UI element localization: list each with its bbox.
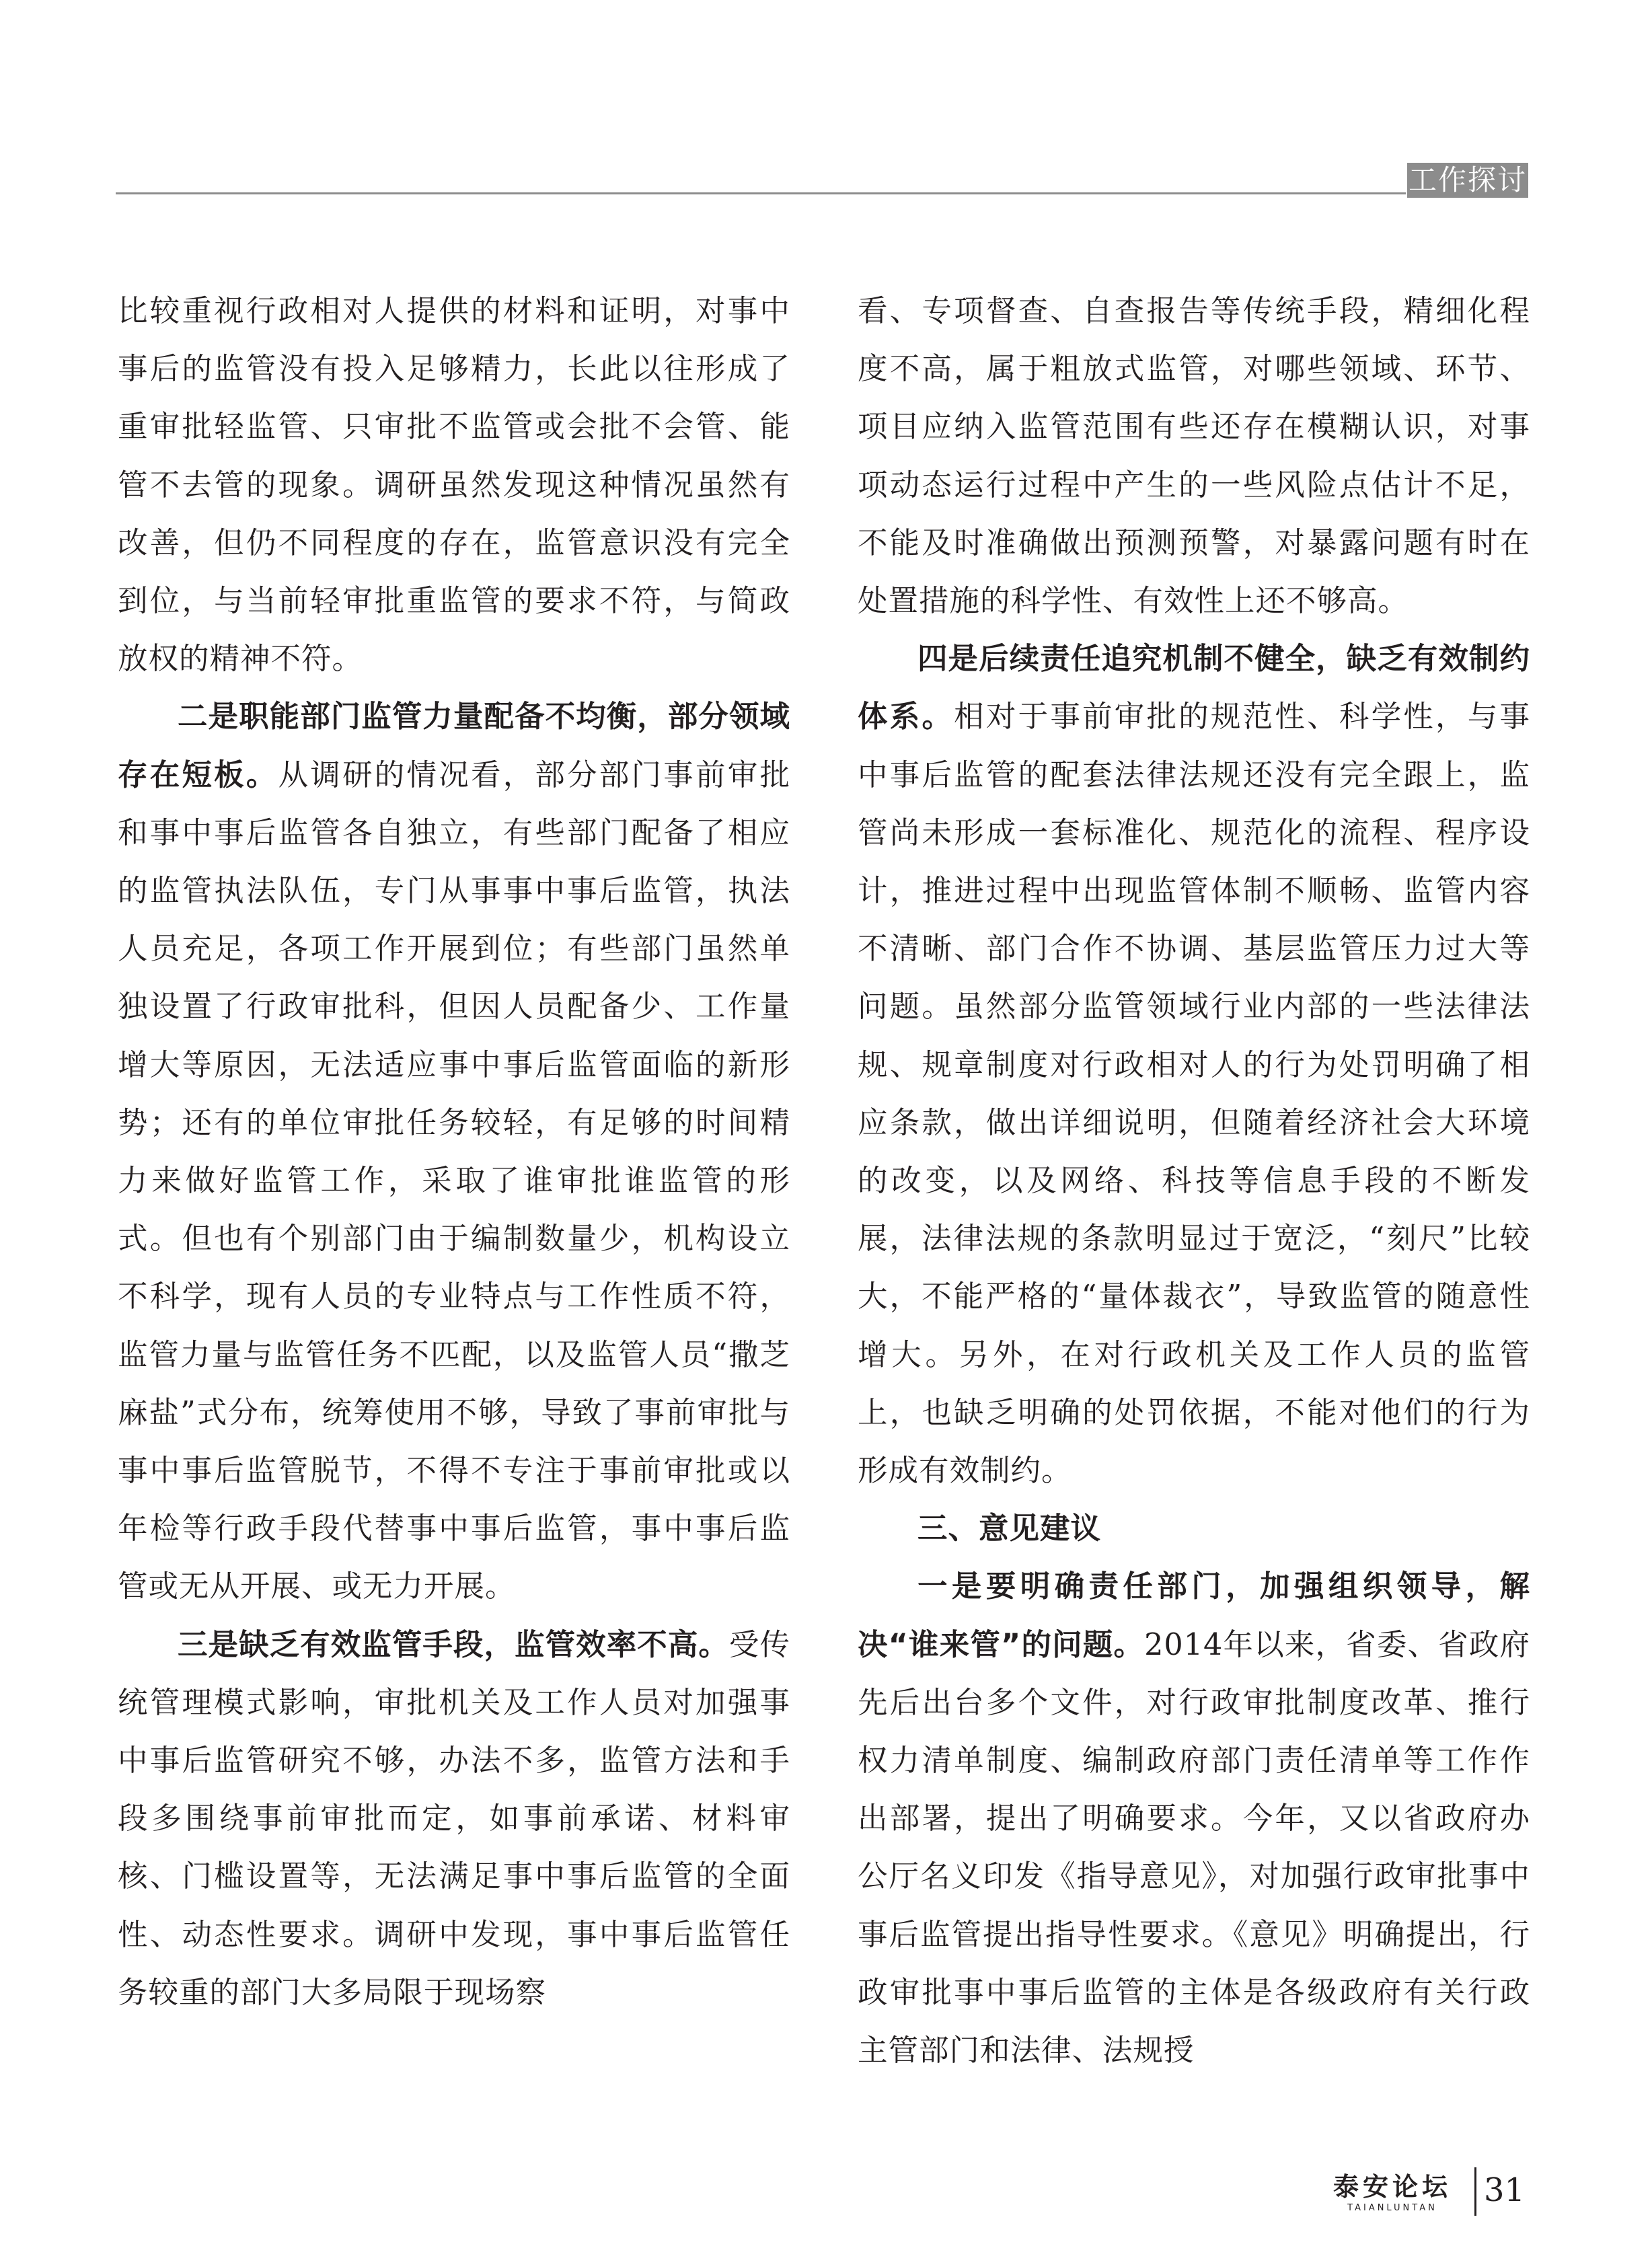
paragraph — [118, 688, 790, 1616]
paragraph: 看、专项督查、自查报告等传统手段，精细化程度不高，属于粗放式监管，对哪些领域、环节、项目应纳入监管范围有些还存在模糊认识，对事项动态运行过程中产生的一些风险点估计不足，不能及时准确做出预测预警，对暴露问题有时在处置措施的科学性、有效性上还不够高。 — [858, 294, 1530, 619]
magazine-name: 泰安论坛 — [1332, 2172, 1452, 2202]
magazine-brand — [1315, 2171, 1470, 2214]
paragraph-lead: 二是职能部门监管力量配备不均衡，部分领域存在短板。 — [118, 700, 790, 792]
paragraph-lead: 三是缺乏有效监管手段，监管效率不高。 — [178, 1627, 729, 1662]
paragraph-lead: 四是后续责任追究机制不健全，缺乏有效制约体系。 — [858, 642, 1530, 735]
paragraph-lead: 一是要明确责任部门，加强组织领导，解决“谁来管”的问题。 — [858, 1569, 1530, 1662]
section-heading: 三、意见建议 — [917, 1511, 1102, 1546]
section-label: 工作探讨 — [1408, 163, 1527, 196]
paragraph-body: 受传统管理模式影响，审批机关及工作人员对加强事中事后监管研究不够，办法不多，监管方法和手段多围绕事前审批而定，如事前承诺、材料审核、门槛设置等，无法满足事中事后监管的全面性、动态性要求。调研中发现，事中事后监管任务较重的部门大多局限于现场察 — [118, 1627, 790, 2010]
paragraph — [118, 1616, 790, 2022]
paragraph-body: 2014年以来，省委、省政府先后出台多个文件，对行政审批制度改革、推行权力清单制度、编制政府部门责任清单等工作作出部署，提出了明确要求。今年，又以省政府办公厅名义印发《指导意见》，对加强行政审批事中事后监管提出指导性要求。《意见》明确提出，行政审批事中事后监管的主体是各级政府有关行政主管部门和法律、法规授 — [858, 1627, 1530, 2068]
paragraph-body: 相对于事前审批的规范性、科学性，与事中事后监管的配套法律法规还没有完全跟上，监管尚未形成一套标准化、规范化的流程、程序设计，推进过程中出现监管体制不顺畅、监管内容不清晰、部门合作不协调、基层监管压力过大等问题。虽然部分监管领域行业内部的一些法律法规、规章制度对行政相对人的行为处罚明确了相应条款，做出详细说明，但随着经济社会大环境的改变，以及网络、科技等信息手段的不断发展，法律法规的条款明显过于宽泛，“刻尺”比较大，不能严格的“量体裁衣”，导致监管的随意性增大。另外，在对行政机关及工作人员的监管上，也缺乏明确的处罚依据，不能对他们的行为形成有效制约。 — [858, 700, 1530, 1489]
page-number: 31 — [1484, 2171, 1526, 2209]
paragraph — [858, 630, 1530, 1500]
magazine-pinyin: TAIANLUNTAN — [1347, 2203, 1437, 2213]
footer-divider — [1474, 2167, 1476, 2216]
left-column — [118, 283, 790, 2022]
right-column — [858, 283, 1530, 2080]
header-rule — [116, 192, 1406, 194]
paragraph: 比较重视行政相对人提供的材料和证明，对事中事后的监管没有投入足够精力，长此以往形成了重审批轻监管、只审批不监管或会批不会管、能管不去管的现象。调研虽然发现这种情况虽然有改善，但仍不同程度的存在，监管意识没有完全到位，与当前轻审批重监管的要求不符，与简政放权的精神不符。 — [118, 294, 790, 677]
paragraph — [858, 1558, 1530, 2080]
paragraph-body: 从调研的情况看，部分部门事前审批和事中事后监管各自独立，有些部门配备了相应的监管执法队伍，专门从事事中事后监管，执法人员充足，各项工作开展到位；有些部门虽然单独设置了行政审批科，但因人员配备少、工作量增大等原因，无法适应事中事后监管面临的新形势；还有的单位审批任务较轻，有足够的时间精力来做好监管工作，采取了谁审批谁监管的形式。但也有个别部门由于编制数量少，机构设立不科学，现有人员的专业特点与工作性质不符，监管力量与监管任务不匹配，以及监管人员“撒芝麻盐”式分布，统筹使用不够，导致了事前审批与事中事后监管脱节，不得不专注于事前审批或以年检等行政手段代替事中事后监管，事中事后监管或无从开展、或无力开展。 — [118, 757, 790, 1604]
